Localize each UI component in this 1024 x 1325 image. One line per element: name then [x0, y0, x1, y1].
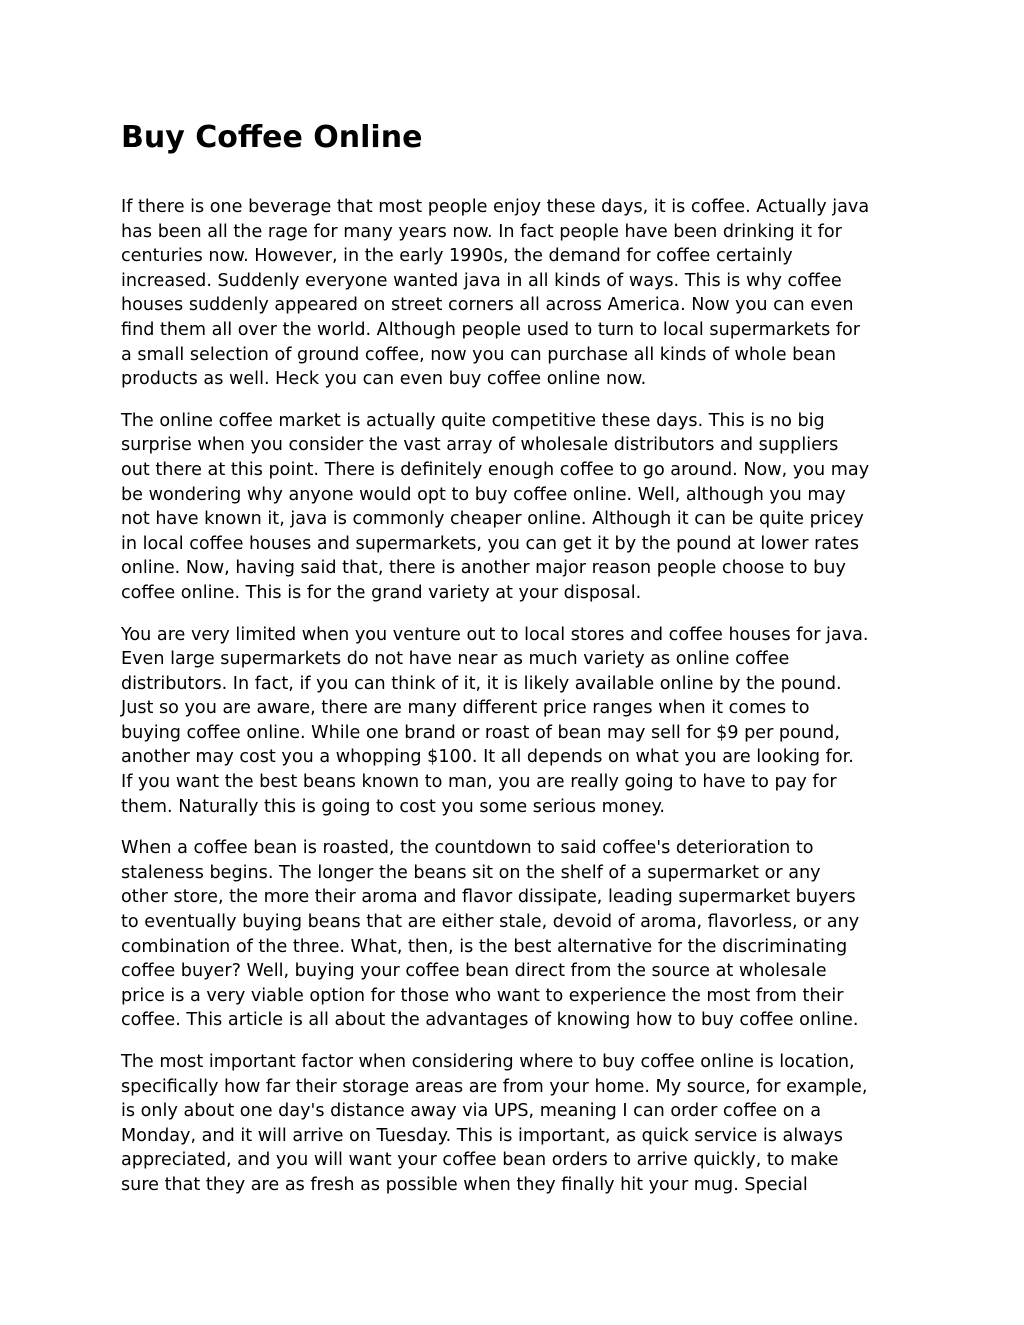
document-title: Buy Coffee Online — [121, 120, 423, 155]
paragraph-line: in local coffee houses and supermarkets, you can get it by the pound at lower rates — [121, 533, 860, 554]
paragraph-line: them. Naturally this is going to cost you some serious money. — [121, 796, 665, 817]
paragraph-line: centuries now. However, in the early 1990s, the demand for coffee certainly — [121, 246, 793, 267]
paragraph-line: specifically how far their storage areas are from your home. My source, for example, — [121, 1076, 868, 1097]
paragraph-line: Just so you are aware, there are many different price ranges when it comes to — [121, 698, 810, 719]
paragraph-line: distributors. In fact, if you can think of it, it is likely available online by the pound. — [121, 673, 842, 694]
paragraph-line: coffee buyer? Well, buying your coffee bean direct from the source at wholesale — [121, 961, 827, 982]
paragraph-line: other store, the more their aroma and flavor dissipate, leading supermarket buyers — [121, 887, 856, 908]
paragraph-4 — [121, 836, 905, 1033]
paragraph-line: If you want the best beans known to man, you are really going to have to pay for — [121, 772, 837, 793]
paragraph-line: surprise when you consider the vast array of wholesale distributors and suppliers — [121, 435, 839, 456]
paragraph-line: If there is one beverage that most people enjoy these days, it is coffee. Actually java — [121, 197, 870, 217]
paragraph-line: to eventually buying beans that are either stale, devoid of aroma, flavorless, or any — [121, 912, 860, 933]
paragraph-line: buying coffee online. While one brand or roast of bean may sell for $9 per pound, — [121, 722, 840, 743]
paragraph-line: be wondering why anyone would opt to buy coffee online. Well, although you may — [121, 484, 846, 505]
paragraph-line: Even large supermarkets do not have near as much variety as online coffee — [121, 649, 790, 670]
paragraph-line: products as well. Heck you can even buy coffee online now. — [121, 369, 647, 390]
paragraph-1 — [121, 195, 905, 392]
paragraph-line: sure that they are as fresh as possible when they finally hit your mug. Special — [121, 1174, 808, 1195]
paragraph-line: houses suddenly appeared on street corners all across America. Now you can even — [121, 295, 854, 316]
paragraph-3 — [121, 623, 905, 820]
paragraph-5 — [121, 1050, 905, 1198]
paragraph-line: find them all over the world. Although people used to turn to local supermarkets for — [121, 319, 861, 340]
paragraph-line: has been all the rage for many years now. In fact people have been drinking it for — [121, 221, 842, 242]
paragraph-line: another may cost you a whopping $100. It all depends on what you are looking for. — [121, 747, 854, 768]
paragraph-line: The most important factor when considering where to buy coffee online is location, — [121, 1052, 855, 1072]
paragraph-line: increased. Suddenly everyone wanted java in all kinds of ways. This is why coffee — [121, 270, 842, 291]
paragraph-line: Monday, and it will arrive on Tuesday. This is important, as quick service is always — [121, 1125, 843, 1146]
paragraph-line: The online coffee market is actually quite competitive these days. This is no big — [121, 410, 825, 431]
paragraph-line: a small selection of ground coffee, now you can purchase all kinds of whole bean — [121, 344, 837, 365]
paragraph-line: When a coffee bean is roasted, the countdown to said coffee's deterioration to — [121, 838, 814, 859]
paragraph-line: out there at this point. There is definitely enough coffee to go around. Now, you may — [121, 459, 870, 480]
paragraph-line: coffee. This article is all about the advantages of knowing how to buy coffee online. — [121, 1010, 859, 1031]
paragraph-line: price is a very viable option for those who want to experience the most from their — [121, 985, 844, 1006]
document-body — [121, 195, 905, 1215]
paragraph-line: You are very limited when you venture out to local stores and coffee houses for java. — [121, 624, 869, 645]
paragraph-line: online. Now, having said that, there is another major reason people choose to buy — [121, 558, 846, 579]
paragraph-line: not have known it, java is commonly cheaper online. Although it can be quite pricey — [121, 509, 864, 530]
paragraph-line: staleness begins. The longer the beans sit on the shelf of a supermarket or any — [121, 862, 821, 883]
paragraph-line: is only about one day's distance away via UPS, meaning I can order coffee on a — [121, 1101, 821, 1122]
paragraph-line: combination of the three. What, then, is the best alternative for the discriminating — [121, 936, 848, 957]
paragraph-line: appreciated, and you will want your coffee bean orders to arrive quickly, to make — [121, 1150, 839, 1171]
paragraph-line: coffee online. This is for the grand variety at your disposal. — [121, 582, 642, 603]
paragraph-2 — [121, 409, 905, 606]
